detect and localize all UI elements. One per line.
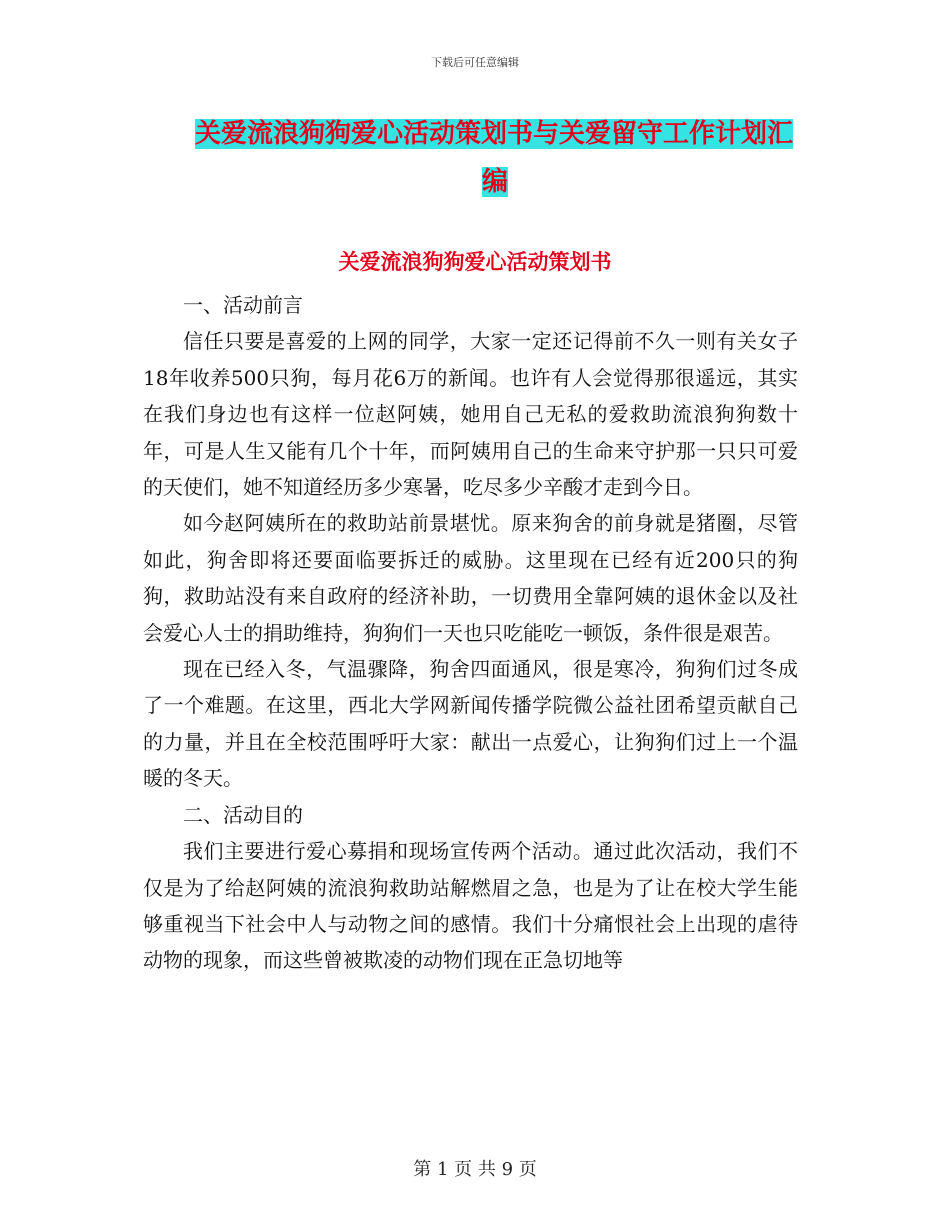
document-title-line-2: 编: [481, 167, 508, 197]
body-paragraph: 现在已经入冬，气温骤降，狗舍四面通风，很是寒冷，狗狗们过冬成了一个难题。在这里，西北大学网新闻传播学院微公益社团希望贡献自己的力量，并且在全校范围呼吁大家：献出一点爱心，让狗狗们过上一个温暖的冬天。: [143, 657, 798, 791]
heading-activity-purpose: 二、活动目的: [183, 802, 303, 827]
document-body: [143, 287, 798, 979]
section-title: 关爱流浪狗狗爱心活动策划书: [338, 250, 612, 274]
document-title-line-1: 关爱流浪狗狗爱心活动策划书与关爱留守工作计划汇: [195, 119, 794, 149]
document-title: [195, 110, 805, 206]
body-paragraph: 我们主要进行爱心募捐和现场宣传两个活动。通过此次活动，我们不仅是为了给赵阿姨的流浪狗救助站解燃眉之急，也是为了让在校大学生能够重视当下社会中人与动物之间的感情。我们十分痛恨社会上出现的虐待动物的现象，而这些曾被欺凌的动物们现在正急切地等: [143, 839, 798, 973]
page-number: 第 1 页 共 9 页: [413, 1159, 537, 1180]
body-paragraph: 如今赵阿姨所在的救助站前景堪忧。原来狗舍的前身就是猪圈，尽管如此，狗舍即将还要面临要拆迁的威胁。这里现在已经有近200只的狗狗，救助站没有来自政府的经济补助，一切费用全靠阿姨的退休金以及社会爱心人士的捐助维持，狗狗们一天也只吃能吃一顿饭，条件很是艰苦。: [143, 511, 798, 645]
body-paragraph: 信任只要是喜爱的上网的同学，大家一定还记得前不久一则有关女子18年收养500只狗，每月花6万的新闻。也许有人会觉得那很遥远，其实在我们身边也有这样一位赵阿姨，她用自己无私的爱救助流浪狗狗数十年，可是人生又能有几个十年，而阿姨用自己的生命来守护那一只只可爱的天使们，她不知道经历多少寒暑，吃尽多少辛酸才走到今日。: [143, 329, 798, 500]
header-note: 下载后可任意编辑: [431, 56, 519, 69]
heading-activity-preface: 一、活动前言: [183, 293, 303, 317]
